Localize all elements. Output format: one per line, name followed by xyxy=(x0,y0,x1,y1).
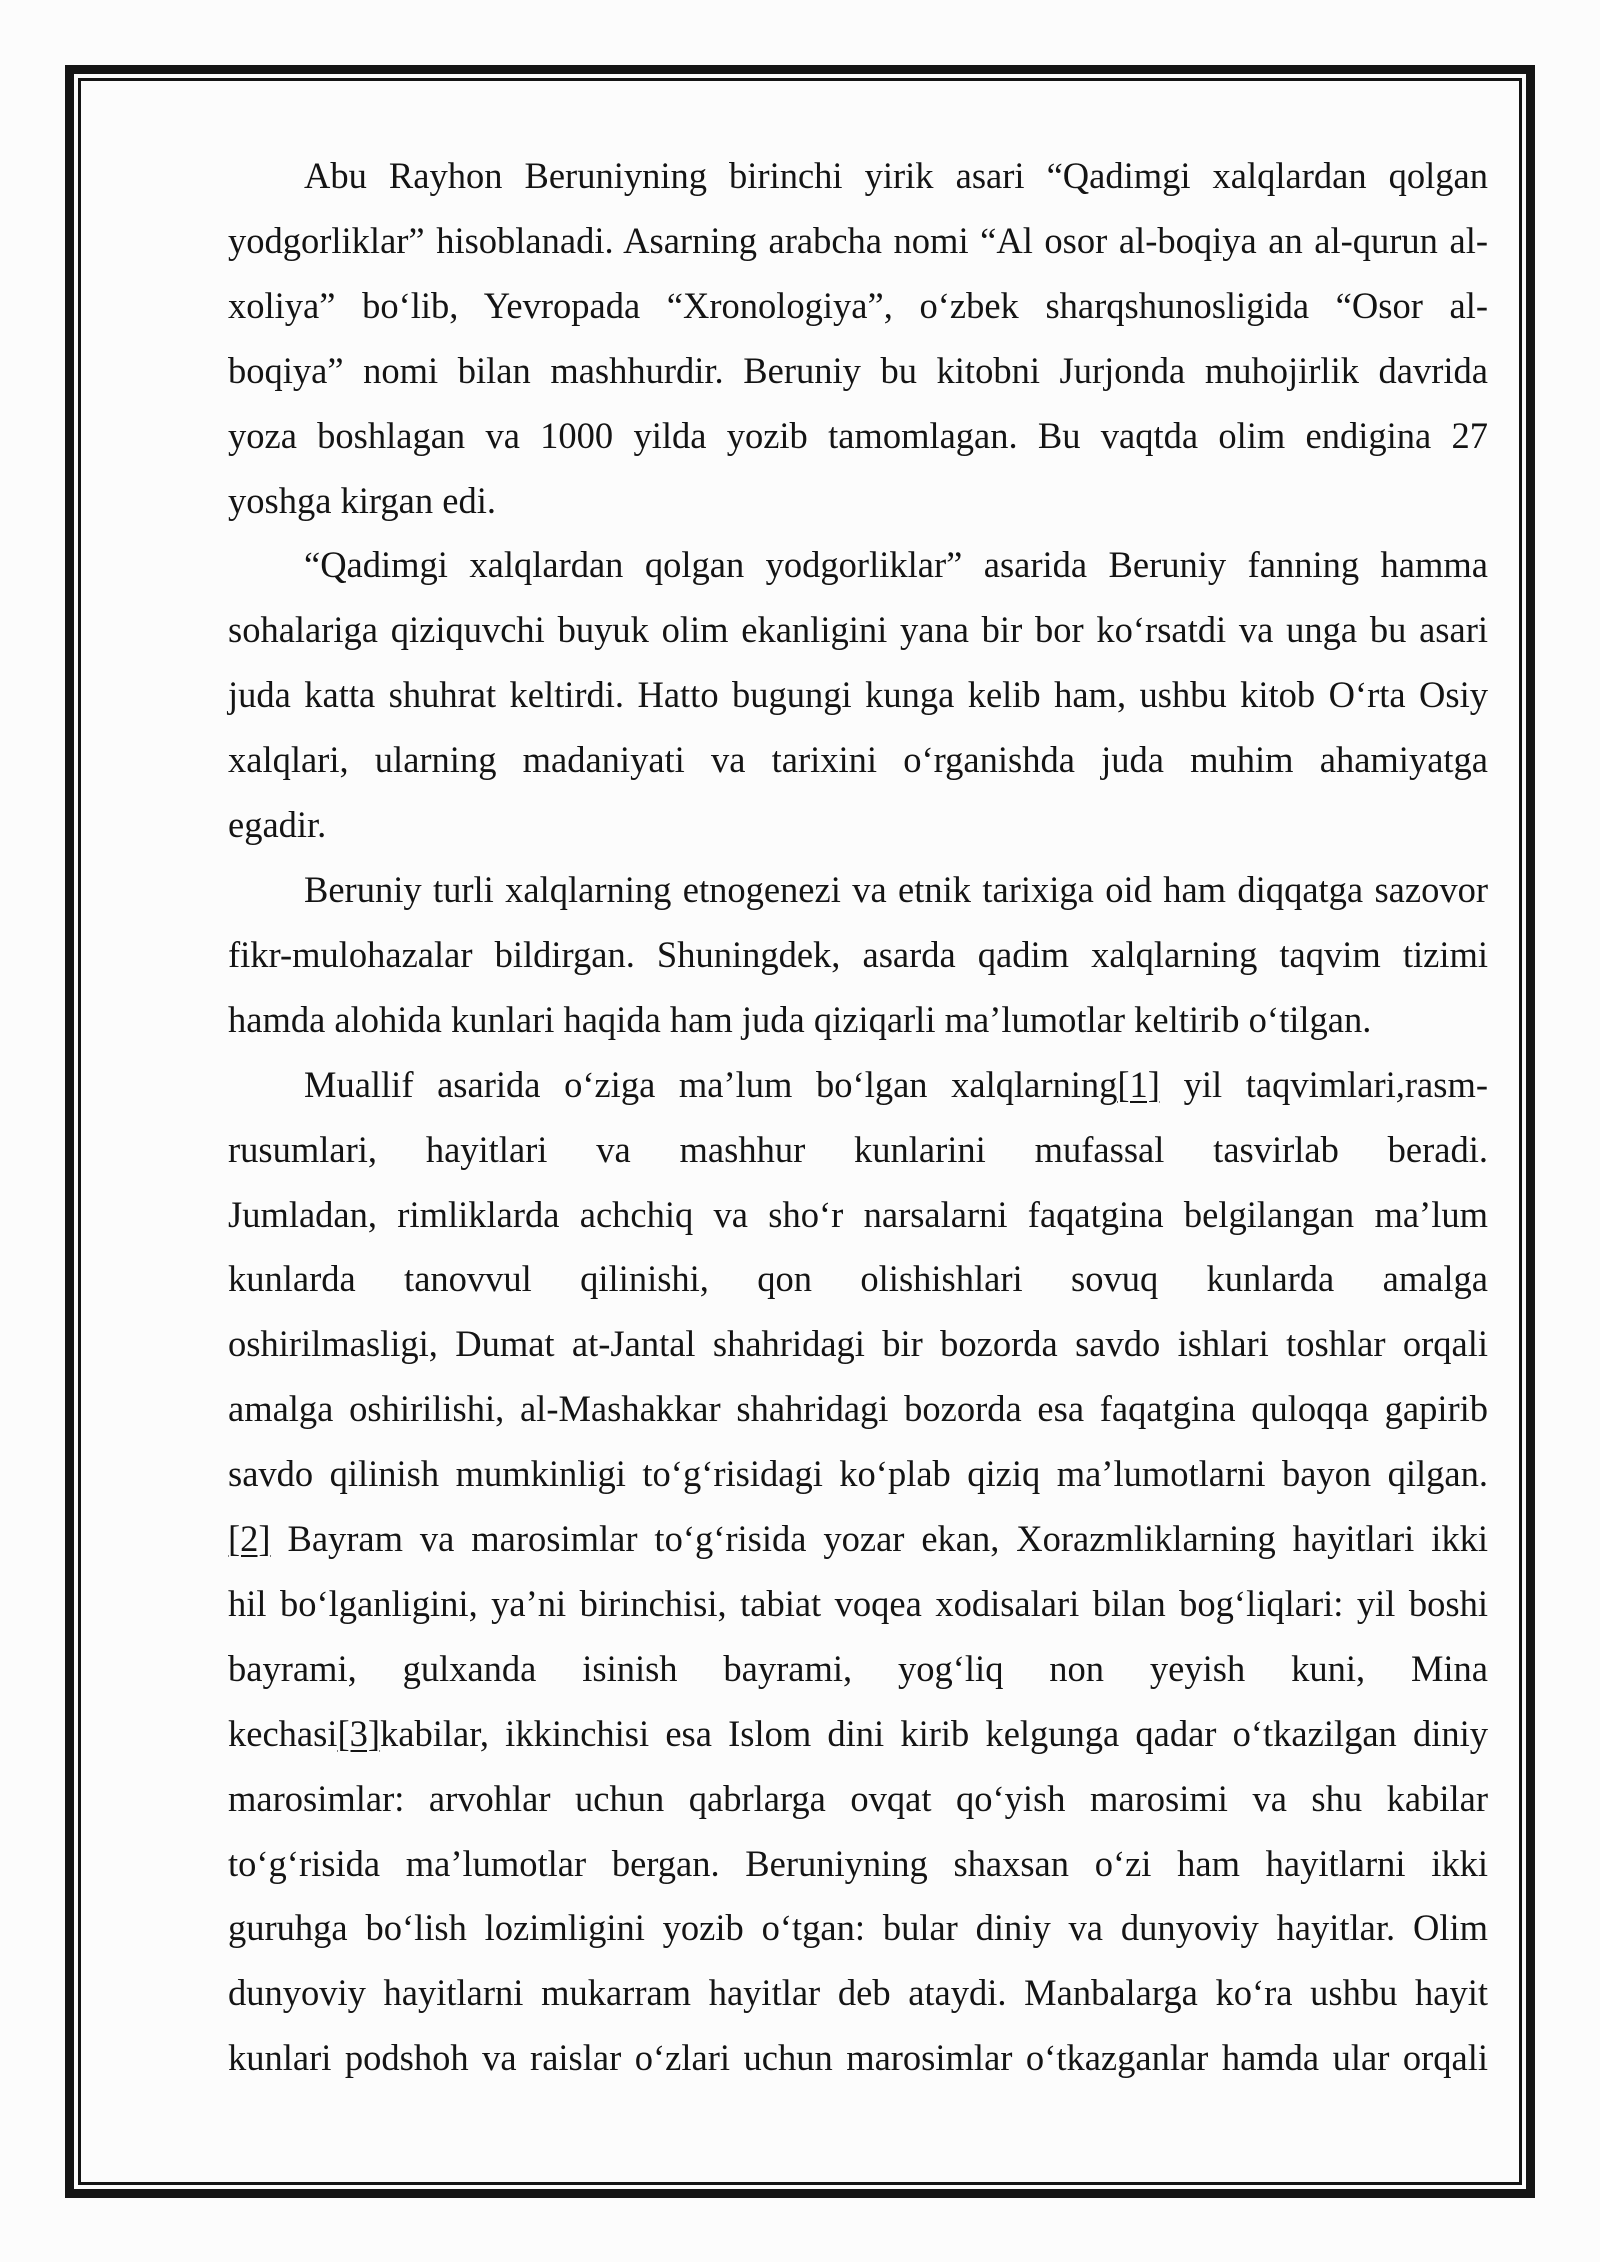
text-line: savdo qilinish mumkinligi to‘g‘risidagi ko‘plab qiziq ma’lumotlarni bayon qilgan. xyxy=(228,1453,1488,1495)
footnote-reference-link[interactable]: [1] xyxy=(1117,1063,1160,1105)
text-line xyxy=(228,1053,1488,1118)
paragraph xyxy=(228,858,1488,1053)
footnote-reference-link[interactable]: [3] xyxy=(337,1712,381,1754)
text-line: Beruniy turli xalqlarning etnogenezi va etnik tarixiga oid ham diqqatga sazovor xyxy=(304,868,1488,910)
text-line: Abu Rayhon Beruniyning birinchi yirik asari “Qadimgi xalqlardan qolgan xyxy=(304,155,1488,196)
text-line xyxy=(228,1702,1488,1767)
text-line: xalqlari, ularning madaniyati va tarixini o‘rganishda juda muhim ahamiyatga xyxy=(228,739,1488,781)
text-line: yoshga kirgan edi. xyxy=(228,479,496,521)
text-line: amalga oshirilishi, al-Mashakkar shahridagi bozorda esa faqatgina quloqqa gapirib xyxy=(228,1388,1488,1430)
text-line: bayrami, gulxanda isinish bayrami, yog‘liq non yeyish kuni, Mina xyxy=(228,1647,1488,1689)
text-line: yoza boshlagan va 1000 yilda yozib tamomlagan. Bu vaqtda olim endigina 27 xyxy=(228,414,1488,456)
body-text xyxy=(228,144,1488,2091)
text-line: yodgorliklar” hisoblanadi. Asarning arabcha nomi “Al osor al-boqiya an al-qurun al- xyxy=(228,219,1488,261)
text-run: yil taqvimlari,rasm- xyxy=(1159,1063,1488,1105)
text-line: fikr-mulohazalar bildirgan. Shuningdek, asarda qadim xalqlarning taqvim tizimi xyxy=(228,933,1488,975)
text-line: kunlari podshoh va raislar o‘zlari uchun marosimlar o‘tkazganlar hamda ular orqali xyxy=(228,2037,1488,2079)
text-line: xoliya” bo‘lib, Yevropada “Xronologiya”, o‘zbek sharqshunosligida “Osor al- xyxy=(228,284,1488,326)
text-run: kabilar, ikkinchisi esa Islom dini kirib kelgunga qadar o‘tkazilgan diniy xyxy=(380,1712,1488,1754)
paragraph xyxy=(228,1053,1488,2092)
text-line: hil bo‘lganligini, ya’ni birinchisi, tabiat voqea xodisalari bilan bog‘liqlari: yil boshi xyxy=(228,1582,1488,1624)
text-line: egadir. xyxy=(228,804,327,846)
text-line: boqiya” nomi bilan mashhurdir. Beruniy bu kitobni Jurjonda muhojirlik davrida xyxy=(228,349,1488,391)
text-line: rusumlari, hayitlari va mashhur kunlarini mufassal tasvirlab beradi. xyxy=(228,1128,1488,1170)
text-line: to‘g‘risida ma’lumotlar bergan. Beruniyning shaxsan o‘zi ham hayitlarni ikki xyxy=(228,1842,1488,1884)
paragraph xyxy=(228,144,1488,533)
text-line xyxy=(228,1507,1488,1572)
text-line: kunlarda tanovvul qilinishi, qon olishishlari sovuq kunlarda amalga xyxy=(228,1258,1488,1300)
text-line: juda katta shuhrat keltirdi. Hatto bugungi kunga kelib ham, ushbu kitob O‘rta Osiy xyxy=(228,674,1488,716)
text-line: sohalariga qiziquvchi buyuk olim ekanligini yana bir bor ko‘rsatdi va unga bu asari xyxy=(228,609,1488,651)
text-line: guruhga bo‘lish lozimligini yozib o‘tgan: bular diniy va dunyoviy hayitlar. Olim xyxy=(228,1907,1488,1949)
text-line: marosimlar: arvohlar uchun qabrlarga ovqat qo‘yish marosimi va shu kabilar xyxy=(228,1777,1488,1819)
paragraph xyxy=(228,533,1488,858)
text-run: kechasi xyxy=(228,1712,338,1754)
text-run: Muallif asarida o‘ziga ma’lum bo‘lgan xalqlarning xyxy=(304,1063,1118,1105)
text-line: Jumladan, rimliklarda achchiq va sho‘r narsalarni faqatgina belgilangan ma’lum xyxy=(228,1193,1488,1235)
text-line: dunyoviy hayitlarni mukarram hayitlar deb ataydi. Manbalarga ko‘ra ushbu hayit xyxy=(228,1972,1488,2014)
text-line: “Qadimgi xalqlardan qolgan yodgorliklar” asarida Beruniy fanning hamma xyxy=(304,544,1488,586)
footnote-reference-link[interactable]: [2] xyxy=(228,1518,271,1560)
text-run: Bayram va marosimlar to‘g‘risida yozar ekan, Xorazmliklarning hayitlari ikki xyxy=(270,1518,1488,1560)
text-line: hamda alohida kunlari haqida ham juda qiziqarli ma’lumotlar keltirib o‘tilgan. xyxy=(228,998,1372,1040)
text-line: oshirilmasligi, Dumat at-Jantal shahridagi bir bozorda savdo ishlari toshlar orqali xyxy=(228,1323,1488,1365)
